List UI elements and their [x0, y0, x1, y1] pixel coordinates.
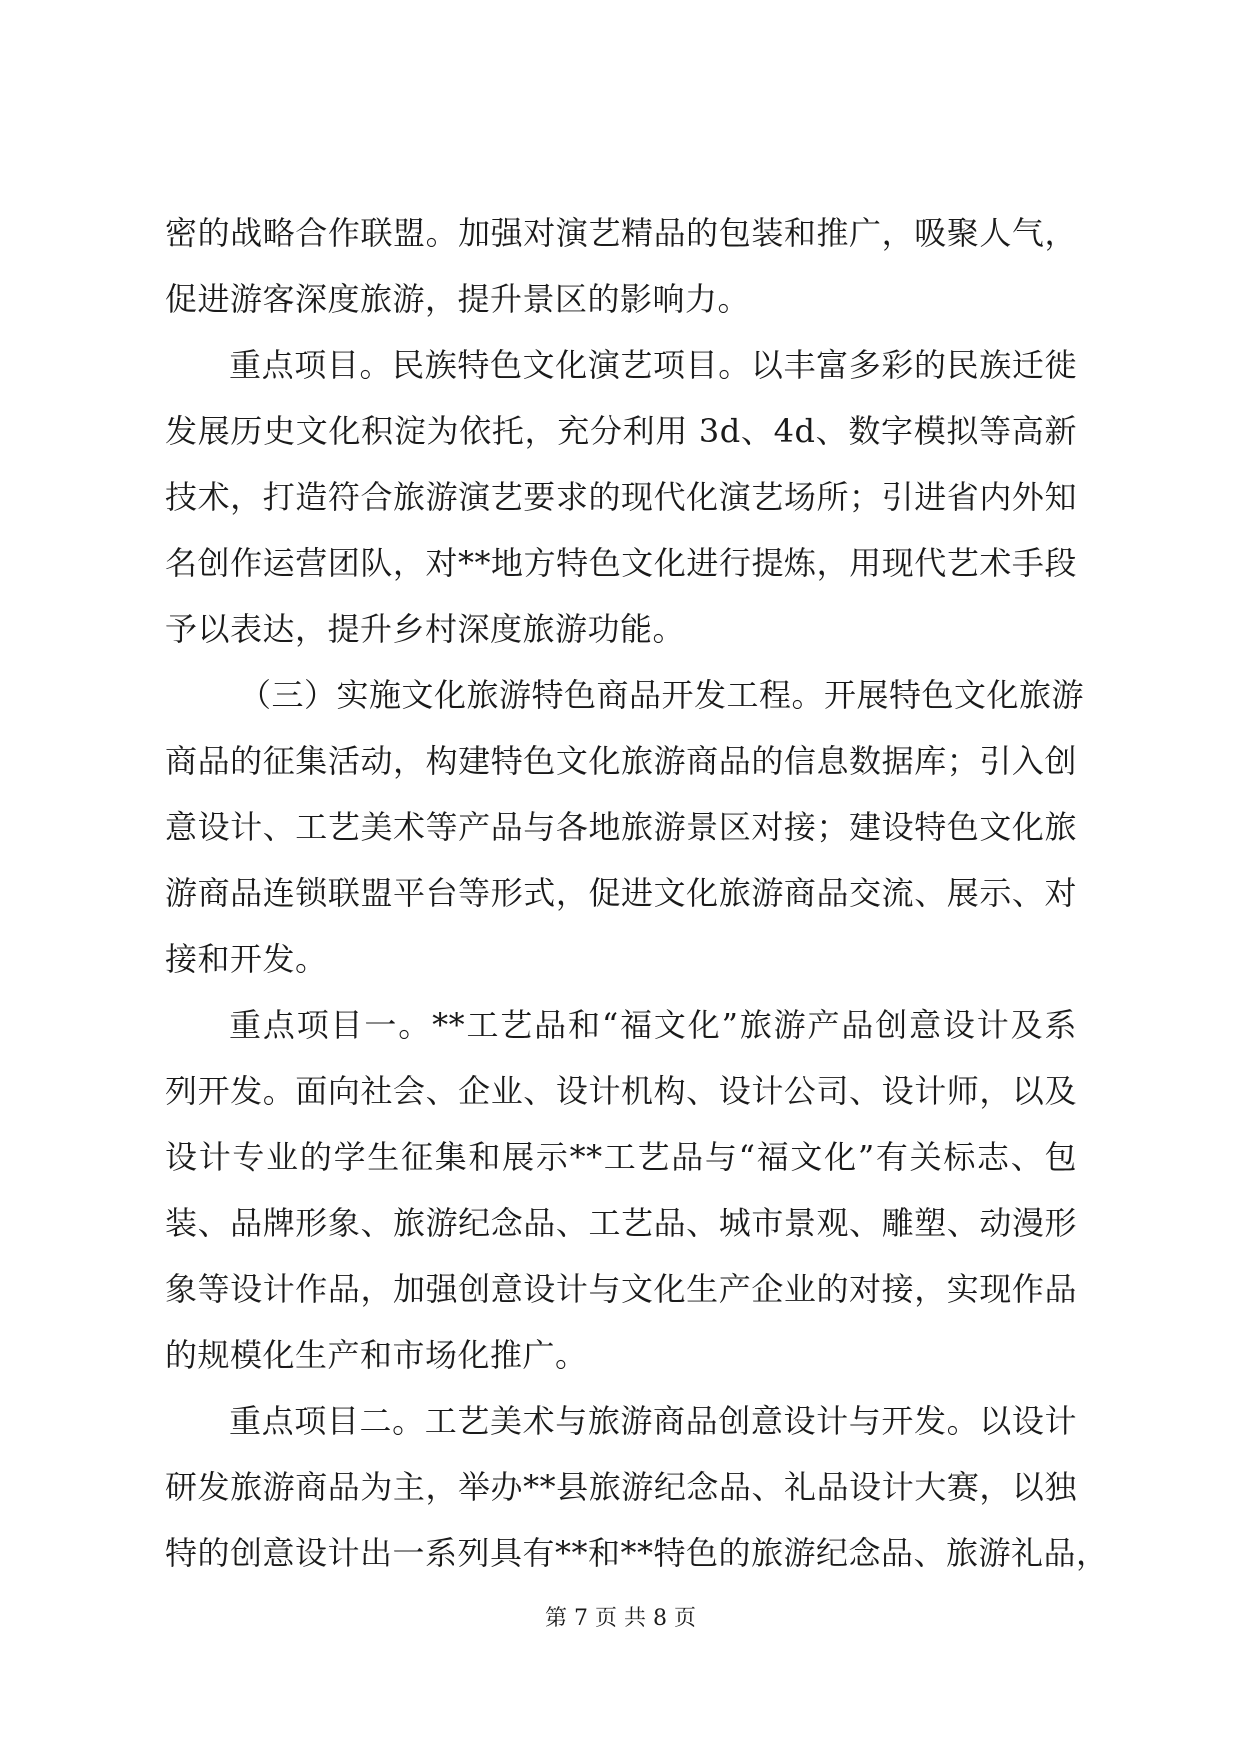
text-line: 重点项目一。**工艺品和“福文化”旅游产品创意设计及系 [229, 1006, 1077, 1044]
text-line: 商品的征集活动，构建特色文化旅游商品的信息数据库；引入创 [165, 742, 1077, 780]
document-body [165, 200, 1109, 1586]
text-line: 特的创意设计出一系列具有**和**特色的旅游纪念品、旅游礼品， [165, 1534, 1109, 1572]
text-line: 促进游客深度旅游，提升景区的影响力。 [165, 280, 751, 318]
text-line: 技术，打造符合旅游演艺要求的现代化演艺场所；引进省内外知 [165, 478, 1077, 516]
text-line: 予以表达，提升乡村深度旅游功能。 [165, 610, 686, 648]
text-line: 发展历史文化积淀为依托，充分利用 3d、4d、数字模拟等高新 [165, 412, 1077, 450]
text-line: （三）实施文化旅游特色商品开发工程。开展特色文化旅游 [239, 676, 1085, 714]
text-line: 名创作运营团队，对**地方特色文化进行提炼，用现代艺术手段 [165, 544, 1077, 582]
text-line: 接和开发。 [165, 940, 328, 978]
text-line: 的规模化生产和市场化推广。 [165, 1336, 588, 1374]
text-line: 设计专业的学生征集和展示**工艺品与“福文化”有关标志、包 [165, 1138, 1077, 1176]
text-line: 密的战略合作联盟。加强对演艺精品的包装和推广，吸聚人气， [165, 214, 1077, 252]
text-line: 象等设计作品，加强创意设计与文化生产企业的对接，实现作品 [165, 1270, 1077, 1308]
page-footer [0, 1604, 1241, 1634]
text-line: 列开发。面向社会、企业、设计机构、设计公司、设计师，以及 [165, 1072, 1077, 1110]
text-line: 重点项目二。工艺美术与旅游商品创意设计与开发。以设计 [229, 1402, 1077, 1440]
page-number-label: 第 7 页 共 8 页 [545, 1606, 696, 1631]
text-line: 装、品牌形象、旅游纪念品、工艺品、城市景观、雕塑、动漫形 [165, 1204, 1077, 1242]
text-line: 游商品连锁联盟平台等形式，促进文化旅游商品交流、展示、对 [165, 874, 1077, 912]
text-line: 重点项目。民族特色文化演艺项目。以丰富多彩的民族迁徙 [229, 346, 1077, 384]
text-line: 意设计、工艺美术等产品与各地旅游景区对接；建设特色文化旅 [165, 808, 1077, 846]
text-line: 研发旅游商品为主，举办**县旅游纪念品、礼品设计大赛，以独 [165, 1468, 1077, 1506]
